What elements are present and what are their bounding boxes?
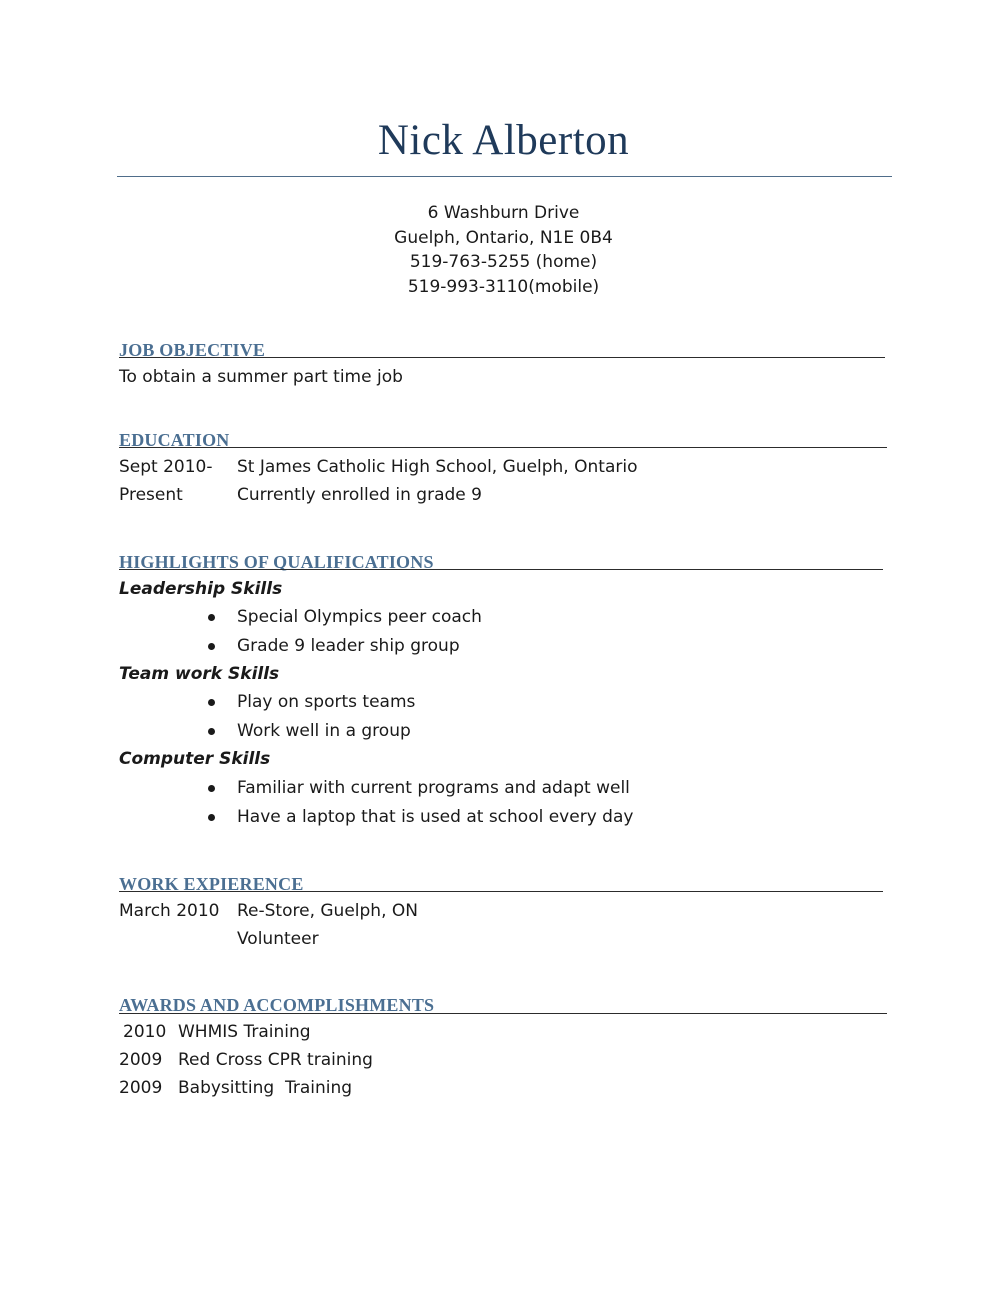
award-title: Red Cross CPR training [178,1050,373,1070]
skill-item: Have a laptop that is used at school every day [237,807,634,827]
bullet-icon [208,643,215,650]
work-role: Volunteer [237,929,319,949]
skill-item: Work well in a group [237,721,411,741]
section-divider-education [119,447,887,448]
candidate-name: Nick Alberton [377,117,630,164]
bullet-icon [208,614,215,621]
section-heading-awards: AWARDS AND ACCOMPLISHMENTS [119,995,435,1015]
skill-group-title: Team work Skills [119,664,280,684]
award-title: WHMIS Training [178,1022,311,1042]
award-year: 2009 [119,1078,163,1098]
skill-group-title: Computer Skills [119,749,271,769]
section-divider-qualifications [119,569,883,570]
phone-mobile: 519-993-3110(mobile) [407,276,600,297]
section-divider-awards [119,1013,887,1014]
award-year: 2010 [123,1022,167,1042]
work-date: March 2010 [119,901,220,921]
award-year: 2009 [119,1050,163,1070]
skill-item: Familiar with current programs and adapt well [237,778,630,798]
contact-block [0,201,1007,299]
name-divider [117,176,892,177]
bullet-icon [208,814,215,821]
education-status: Currently enrolled in grade 9 [237,485,482,505]
skill-item: Play on sports teams [237,692,416,712]
bullet-icon [208,699,215,706]
education-date: Present [119,485,183,505]
section-divider-job-objective [119,357,885,358]
skill-group-title: Leadership Skills [119,579,283,599]
section-heading-qualifications: HIGHLIGHTS OF QUALIFICATIONS [119,552,434,572]
education-school: St James Catholic High School, Guelph, Ontario [237,457,638,477]
section-heading-job-objective: JOB OBJECTIVE [119,340,266,360]
address-city: Guelph, Ontario, N1E 0B4 [394,227,613,248]
work-employer: Re-Store, Guelph, ON [237,901,418,921]
job-objective-text: To obtain a summer part time job [119,367,403,387]
skill-item: Grade 9 leader ship group [237,636,460,656]
education-date: Sept 2010- [119,457,213,477]
section-heading-education: EDUCATION [119,430,230,450]
section-divider-work [119,891,883,892]
bullet-icon [208,785,215,792]
bullet-icon [208,728,215,735]
address-street: 6 Washburn Drive [427,203,580,223]
section-heading-work: WORK EXPIERENCE [119,874,304,894]
skill-item: Special Olympics peer coach [237,607,482,627]
award-title: Babysitting Training [178,1078,353,1098]
phone-home: 519-763-5255 (home) [409,252,598,272]
